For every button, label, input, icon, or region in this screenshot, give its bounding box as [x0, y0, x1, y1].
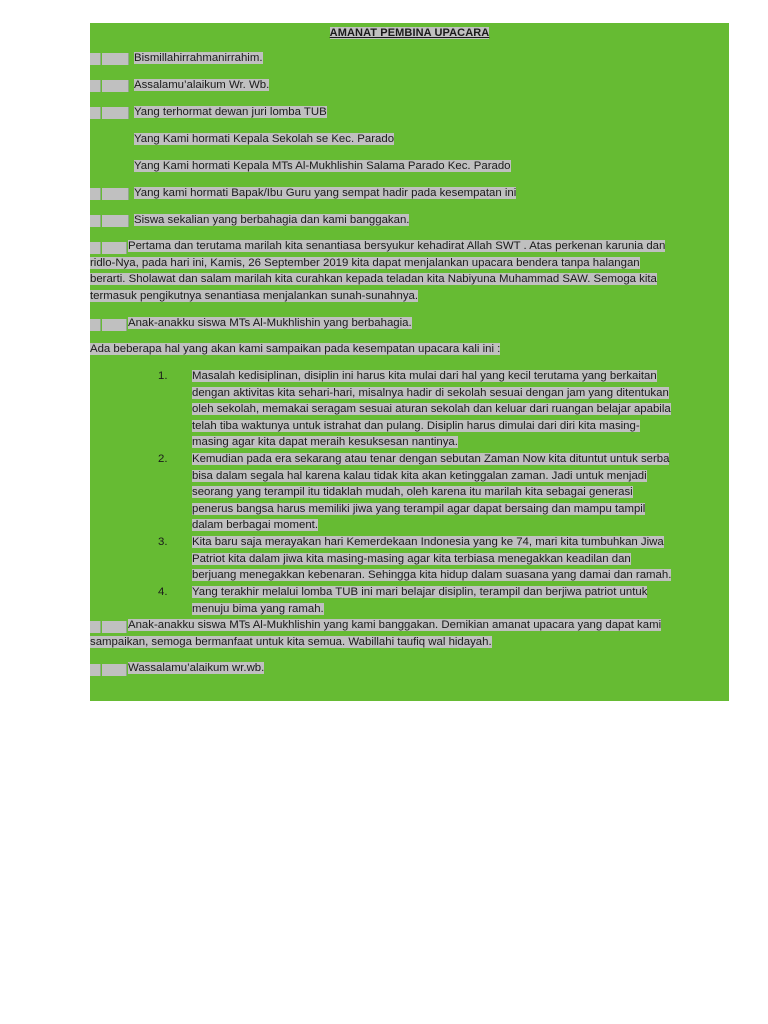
list-item-text: Yang terakhir melalui lomba TUB ini mari belajar disiplin, terampil dan berjiwa patriot untuk menuju bima yang ramah. — [192, 586, 648, 615]
tab-marks — [90, 319, 126, 331]
tab-marks — [90, 664, 126, 676]
tab-marks — [90, 188, 130, 200]
list-number: 1. — [158, 370, 168, 382]
greeting-line: Yang terhormat dewan juri lomba TUB — [134, 106, 327, 118]
list-item-text: Kemudian pada era sekarang atau tenar dengan sebutan Zaman Now kita dituntut untuk serba bisa dalam segala hal karena kalau tidak kita akan ketinggalan zaman. Jadi untuk menjadi seorang yang terampil itu tidaklah mudah, oleh karena itu marilah kita sebagai generasi penerus bangsa harus memiliki jiwa yang terampil agar dapat bersaing dan mampu tampil dalam berbagai moment. — [192, 453, 670, 532]
list-number: 2. — [158, 453, 168, 465]
greeting-line: Bismillahirrahmanirrahim. — [134, 52, 263, 64]
tab-marks — [90, 80, 130, 92]
document-title: AMANAT PEMBINA UPACARA — [329, 27, 490, 39]
document-page — [90, 23, 729, 701]
greeting-line: Siswa sekalian yang berbahagia dan kami banggakan. — [134, 214, 410, 226]
tab-marks — [90, 53, 130, 65]
intro-line: Ada beberapa hal yang akan kami sampaikan pada kesempatan upacara kali ini : — [90, 343, 501, 355]
opening-paragraph: Pertama dan terutama marilah kita senantiasa bersyukur kehadirat Allah SWT . Atas perkenan karunia dan ridlo-Nya, pada hari ini, Kamis, 26 September 2019 kita dapat menjalankan upacara bendera tanpa halangan berarti. Sholawat dan salam marilah kita curahkan kepada teladan kita Nabiyuna Muhammad SAW. Semoga kita termasuk pengikutnya senantiasa menjalankan sunah-sunahnya. — [90, 240, 666, 302]
address-line: Anak-anakku siswa MTs Al-Mukhlishin yang berbahagia. — [128, 317, 412, 329]
greeting-line: Yang kami hormati Bapak/Ibu Guru yang sempat hadir pada kesempatan ini — [134, 187, 517, 199]
farewell-line: Wassalamu’alaikum wr.wb. — [128, 662, 265, 674]
tab-marks — [90, 215, 130, 227]
list-number: 3. — [158, 536, 168, 548]
tab-marks — [90, 107, 130, 119]
greeting-line: Yang Kami hormati Kepala MTs Al-Mukhlishin Salama Parado Kec. Parado — [134, 160, 511, 172]
list-number: 4. — [158, 586, 168, 598]
closing-paragraph: Anak-anakku siswa MTs Al-Mukhlishin yang kami banggakan. Demikian amanat upacara yang dapat kami sampaikan, semoga bermanfaat untuk kita semua. Wabillahi taufiq wal hidayah. — [90, 619, 662, 648]
greeting-line: Yang Kami hormati Kepala Sekolah se Kec. Parado — [134, 133, 395, 145]
list-item-text: Kita baru saja merayakan hari Kemerdekaan Indonesia yang ke 74, mari kita tumbuhkan Jiwa Patriot kita dalam jiwa kita masing-masing agar kita terbiasa menegakkan keadilan dan berjuang menegakkan kebenaran. Sehingga kita hidup dalam suasana yang damai dan ramah. — [192, 536, 672, 582]
greeting-line: Assalamu’alaikum Wr. Wb. — [134, 79, 270, 91]
list-item-text: Masalah kedisiplinan, disiplin ini harus kita mulai dari hal yang kecil terutama yang berkaitan dengan aktivitas kita sehari-hari, misalnya hadir di sekolah sesuai dengan jam yang ditentukan oleh sekolah, memakai seragam sesuai aturan sekolah dan keluar dari ruangan belajar apabila telah tiba waktunya untuk istrahat dan pulang. Disiplin harus dimulai dari diri kita masing- masing agar kita dapat meraih kesuksesan nantinya. — [192, 370, 671, 449]
